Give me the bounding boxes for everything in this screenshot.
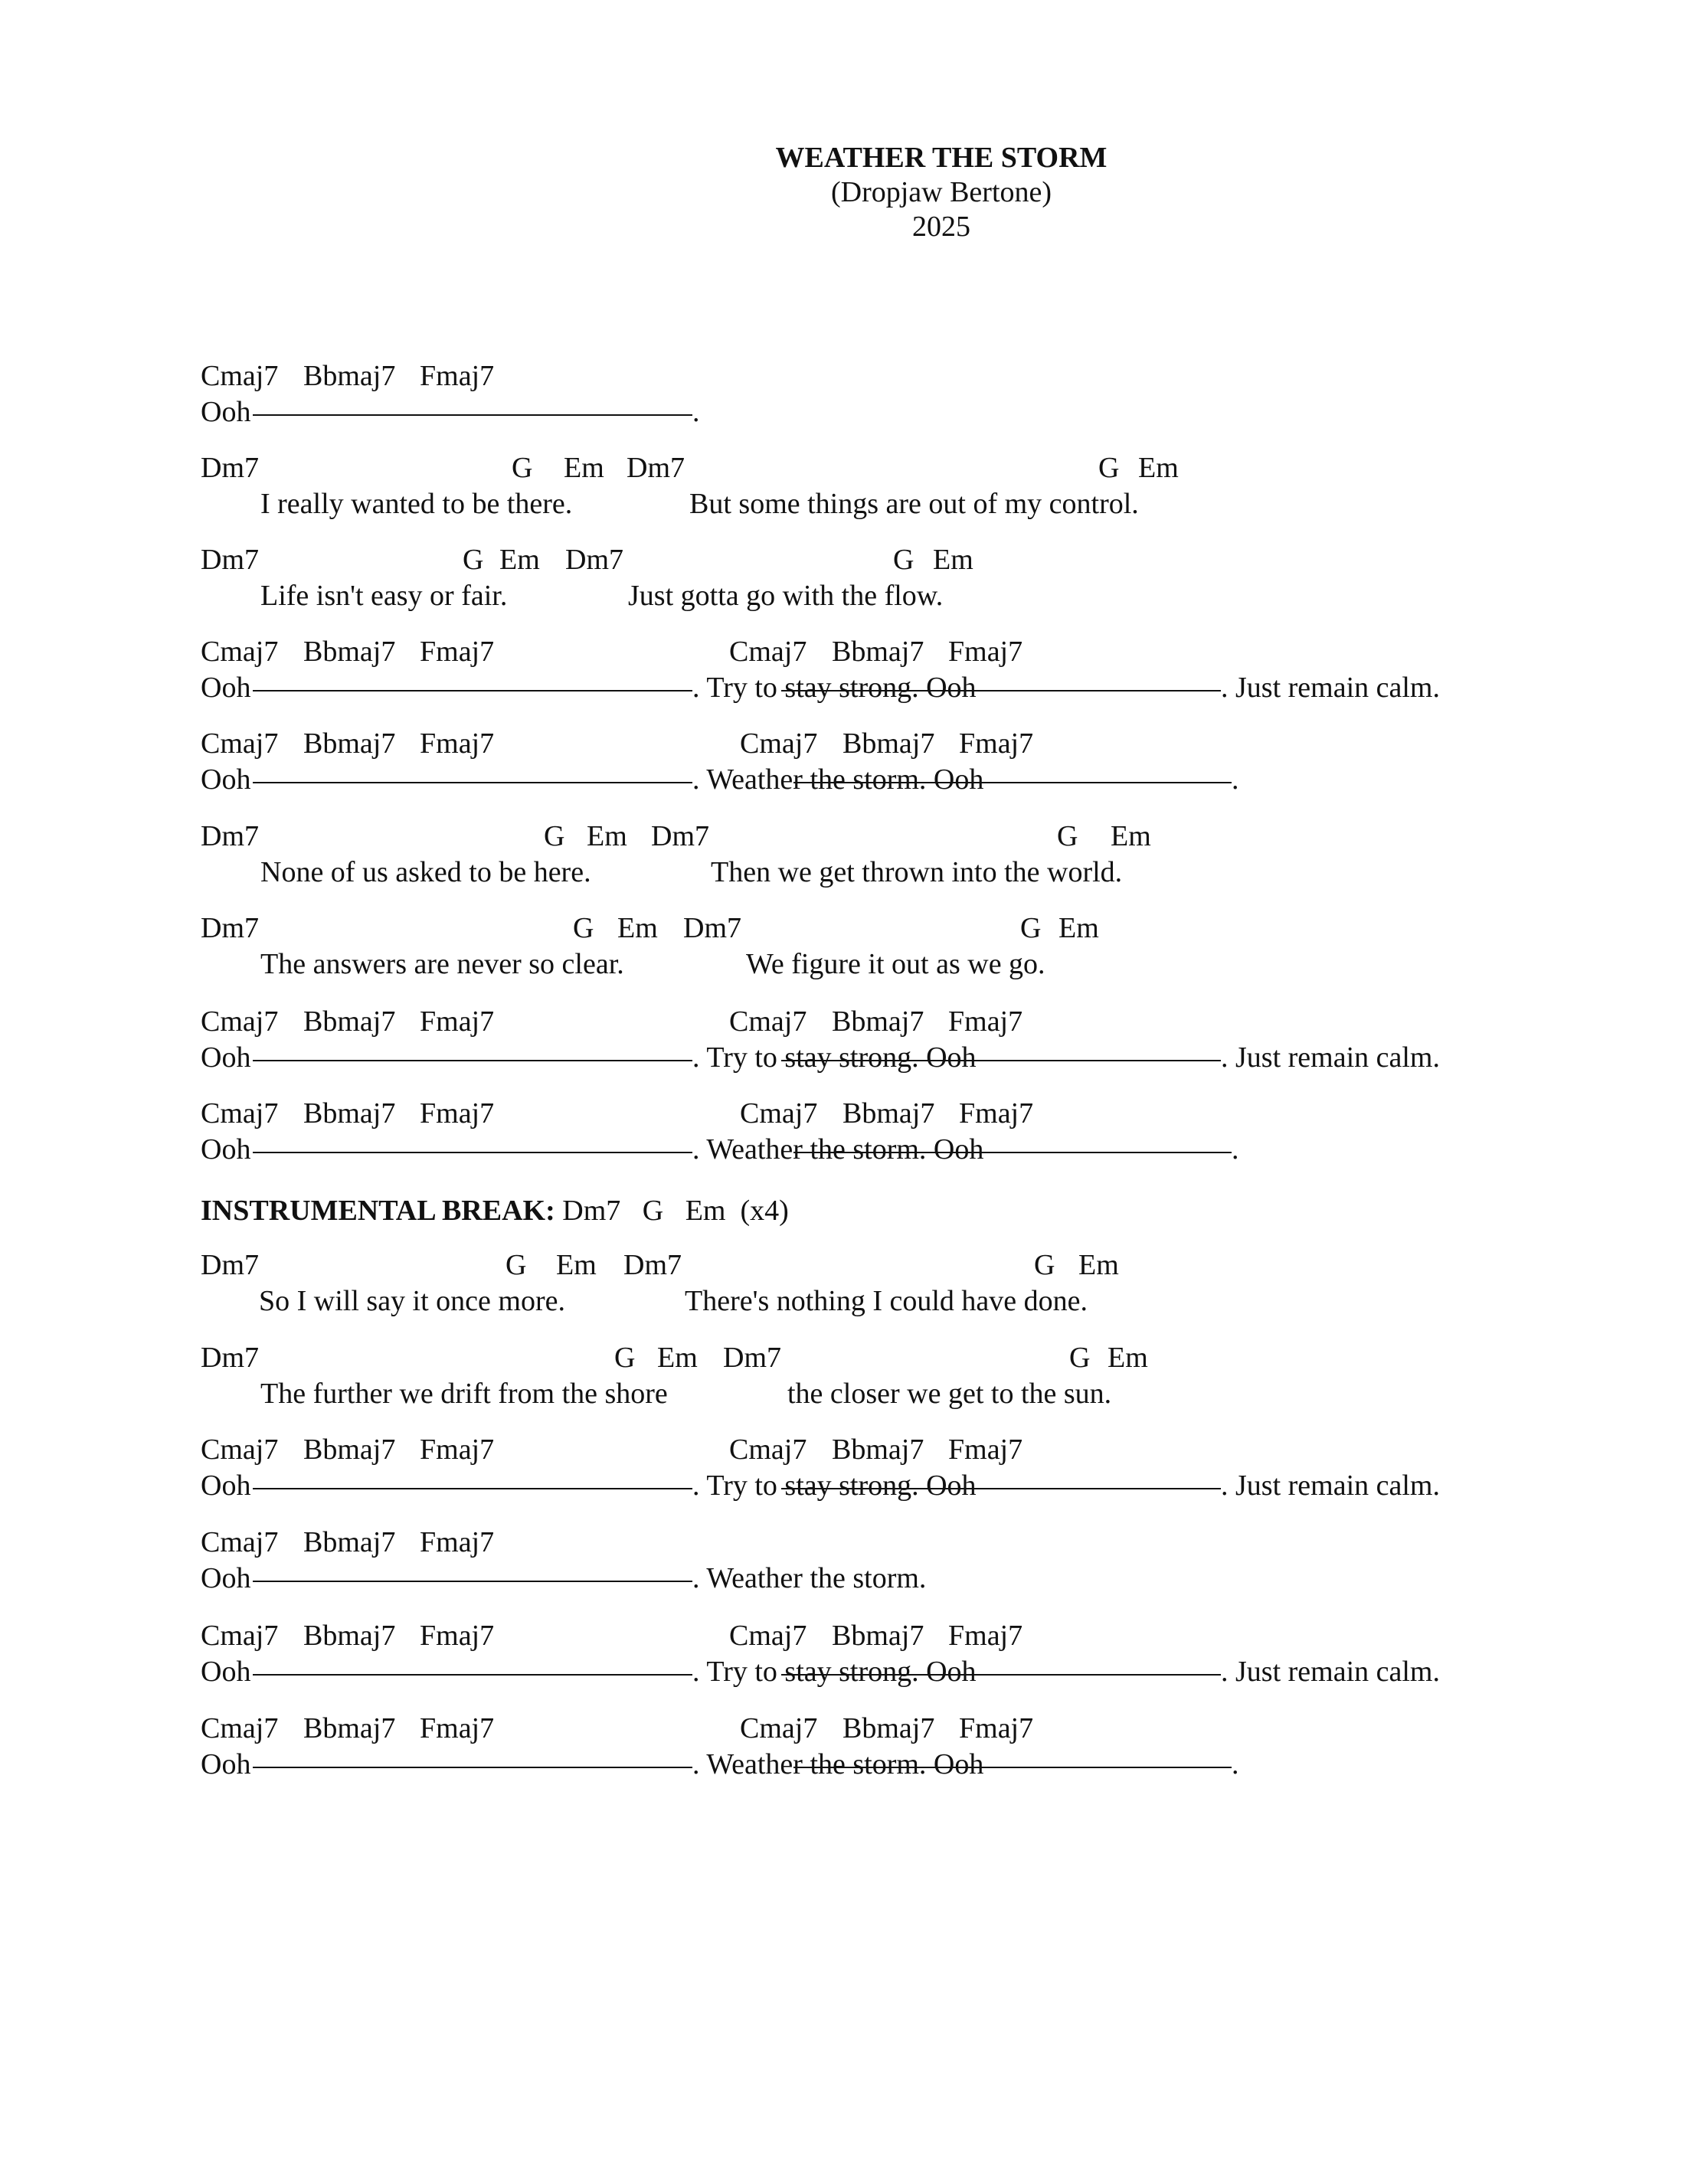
intro-block [201, 359, 1656, 433]
chorus-block [201, 1712, 1656, 1785]
lyric-ooh: Ooh [201, 763, 251, 796]
chord: Dm7 [201, 544, 259, 576]
chord: Fmaj7 [948, 1620, 1023, 1652]
chord: Em [657, 1342, 698, 1374]
lyric: Then we get thrown into the world. [711, 856, 1123, 888]
lyric-ooh: Ooh [201, 1133, 251, 1166]
instrumental-label: INSTRUMENTAL BREAK: [201, 1195, 555, 1227]
chord: G [893, 544, 914, 576]
chord: Em [933, 544, 973, 576]
chord: G [573, 912, 594, 944]
instrumental-break [201, 1194, 789, 1228]
chord: Bbmaj7 [303, 1620, 396, 1652]
chord: Bbmaj7 [832, 636, 924, 668]
chord: Bbmaj7 [842, 727, 935, 760]
chord: Fmaj7 [420, 360, 495, 392]
chord: G [544, 820, 565, 852]
chord: Bbmaj7 [832, 1620, 924, 1652]
chord: Bbmaj7 [842, 1097, 935, 1130]
chord: Em [499, 544, 540, 576]
lyric: . Weather the storm. Ooh [692, 1133, 984, 1166]
lyric: . [1232, 1748, 1239, 1780]
held-note-line [793, 1152, 1232, 1153]
lyric: The answers are never so clear. [260, 948, 624, 980]
chord: Bbmaj7 [303, 1526, 396, 1558]
song-title: WEATHER THE STORM [775, 142, 1108, 174]
chord: Cmaj7 [729, 1620, 807, 1652]
held-note-line [253, 1581, 692, 1582]
chord: Cmaj7 [201, 636, 279, 668]
held-note-line [253, 1060, 692, 1061]
held-note-line [253, 782, 692, 783]
lyric-ooh: Ooh [201, 1470, 251, 1502]
lyric: . Try to stay strong. Ooh [692, 1656, 977, 1688]
chord: Dm7 [651, 820, 709, 852]
chord: Em [1108, 1342, 1148, 1374]
held-note-line [793, 782, 1232, 783]
chord: Dm7 [623, 1249, 682, 1281]
chord: Bbmaj7 [303, 1097, 396, 1130]
chord: Fmaj7 [420, 1005, 495, 1038]
chord: Em [1058, 912, 1099, 944]
lyric: . [1232, 763, 1239, 796]
chord: Bbmaj7 [303, 1434, 396, 1466]
chord: Fmaj7 [948, 636, 1023, 668]
chorus-block [201, 727, 1656, 800]
chord: Em [1078, 1249, 1119, 1281]
verse-block [201, 911, 1656, 985]
lyric-end: . [692, 396, 700, 428]
chorus-block [201, 1097, 1656, 1170]
chorus-block [201, 1005, 1656, 1078]
instrumental-chords: Dm7 G Em (x4) [562, 1195, 789, 1227]
chord: Dm7 [201, 452, 259, 484]
lyric: . [1232, 1133, 1239, 1166]
lyric-ooh: Ooh [201, 672, 251, 704]
chord: Fmaj7 [420, 1620, 495, 1652]
chord: Bbmaj7 [303, 727, 396, 760]
chord: Dm7 [201, 820, 259, 852]
chorus-block [201, 1525, 1656, 1599]
lyric: So I will say it once more. [259, 1285, 565, 1317]
chord: Fmaj7 [959, 1097, 1034, 1130]
chord: Bbmaj7 [832, 1005, 924, 1038]
lyric: the closer we get to the sun. [787, 1378, 1112, 1410]
held-note-line [253, 414, 692, 416]
chord: Cmaj7 [201, 727, 279, 760]
verse-block [201, 451, 1656, 525]
chord: Dm7 [201, 912, 259, 944]
lyric-ooh: Ooh [201, 396, 251, 428]
held-note-line [253, 690, 692, 691]
verse-block [201, 1248, 1656, 1322]
lyric: I really wanted to be there. [260, 488, 573, 520]
chord: Cmaj7 [201, 1526, 279, 1558]
chord: Fmaj7 [420, 1097, 495, 1130]
verse-block [201, 543, 1656, 616]
lyric: . Just remain calm. [1221, 1470, 1440, 1502]
chord: Fmaj7 [420, 727, 495, 760]
chord: Dm7 [565, 544, 623, 576]
lyric-ooh: Ooh [201, 1041, 251, 1074]
chord: Bbmaj7 [303, 360, 396, 392]
chord: G [614, 1342, 636, 1374]
held-note-line [781, 1674, 1221, 1676]
held-note-line [253, 1767, 692, 1768]
chord: G [1098, 452, 1120, 484]
chord: Dm7 [201, 1342, 259, 1374]
chord: Cmaj7 [740, 727, 818, 760]
lyric: . Weather the storm. Ooh [692, 1748, 984, 1780]
held-note-line [793, 1767, 1232, 1768]
chord: Bbmaj7 [303, 636, 396, 668]
chord: Cmaj7 [201, 1097, 279, 1130]
chord: Fmaj7 [959, 727, 1034, 760]
chord: Cmaj7 [201, 1005, 279, 1038]
chorus-block [201, 1433, 1656, 1506]
song-header [0, 141, 1685, 244]
lyric: . Try to stay strong. Ooh [692, 672, 977, 704]
chord: G [1069, 1342, 1091, 1374]
chord: Em [1138, 452, 1179, 484]
lyric: . Just remain calm. [1221, 672, 1440, 704]
lyric: We figure it out as we go. [746, 948, 1045, 980]
lyric: There's nothing I could have done. [685, 1285, 1088, 1317]
chord: Bbmaj7 [303, 1712, 396, 1744]
chord: Fmaj7 [948, 1005, 1023, 1038]
chord: Dm7 [627, 452, 685, 484]
chord: Cmaj7 [201, 360, 279, 392]
chord: Fmaj7 [420, 1526, 495, 1558]
chord: G [506, 1249, 527, 1281]
lyric: But some things are out of my control. [689, 488, 1139, 520]
lyric-ooh: Ooh [201, 1748, 251, 1780]
lyric: The further we drift from the shore [260, 1378, 668, 1410]
verse-block [201, 819, 1656, 893]
chord: Fmaj7 [948, 1434, 1023, 1466]
held-note-line [781, 1060, 1221, 1061]
chord: Bbmaj7 [842, 1712, 935, 1744]
held-note-line [781, 690, 1221, 691]
chord: G [1034, 1249, 1055, 1281]
chord: Cmaj7 [729, 1434, 807, 1466]
chord: Dm7 [201, 1249, 259, 1281]
chord: Cmaj7 [729, 1005, 807, 1038]
lyric: . Weather the storm. Ooh [692, 763, 984, 796]
lyric: . Try to stay strong. Ooh [692, 1041, 977, 1074]
chord: Cmaj7 [201, 1434, 279, 1466]
held-note-line [781, 1488, 1221, 1489]
lyric: . Weather the storm. [692, 1562, 927, 1594]
chord: G [463, 544, 484, 576]
chord: Fmaj7 [420, 636, 495, 668]
chord: Cmaj7 [740, 1097, 818, 1130]
lyric-ooh: Ooh [201, 1562, 251, 1594]
held-note-line [253, 1152, 692, 1153]
lyric: None of us asked to be here. [260, 856, 591, 888]
chord: Em [1111, 820, 1151, 852]
chord: Bbmaj7 [303, 1005, 396, 1038]
chord: Fmaj7 [420, 1434, 495, 1466]
chord: Cmaj7 [201, 1712, 279, 1744]
chorus-block [201, 1619, 1656, 1692]
held-note-line [253, 1674, 692, 1676]
lyric: . Try to stay strong. Ooh [692, 1470, 977, 1502]
chord: Fmaj7 [420, 1712, 495, 1744]
held-note-line [253, 1488, 692, 1489]
song-year: 2025 [912, 211, 970, 243]
chord: Em [617, 912, 658, 944]
chord: G [1057, 820, 1078, 852]
lyric: . Just remain calm. [1221, 1656, 1440, 1688]
chord: G [1020, 912, 1042, 944]
lyric-line [201, 1748, 1239, 1983]
chord: Dm7 [723, 1342, 781, 1374]
lyric: . Just remain calm. [1221, 1041, 1440, 1074]
lyric: Life isn't easy or fair. [260, 580, 508, 612]
chord: G [512, 452, 533, 484]
chord: Fmaj7 [959, 1712, 1034, 1744]
chord: Cmaj7 [740, 1712, 818, 1744]
chord: Cmaj7 [729, 636, 807, 668]
verse-block [201, 1341, 1656, 1414]
song-artist: (Dropjaw Bertone) [830, 176, 1052, 208]
chord: Dm7 [683, 912, 741, 944]
chord: Em [556, 1249, 597, 1281]
chord: Bbmaj7 [832, 1434, 924, 1466]
lyric: Just gotta go with the flow. [628, 580, 944, 612]
chorus-block [201, 635, 1656, 708]
chord: Em [564, 452, 604, 484]
chord: Em [587, 820, 627, 852]
chord: Cmaj7 [201, 1620, 279, 1652]
lyric-ooh: Ooh [201, 1656, 251, 1688]
